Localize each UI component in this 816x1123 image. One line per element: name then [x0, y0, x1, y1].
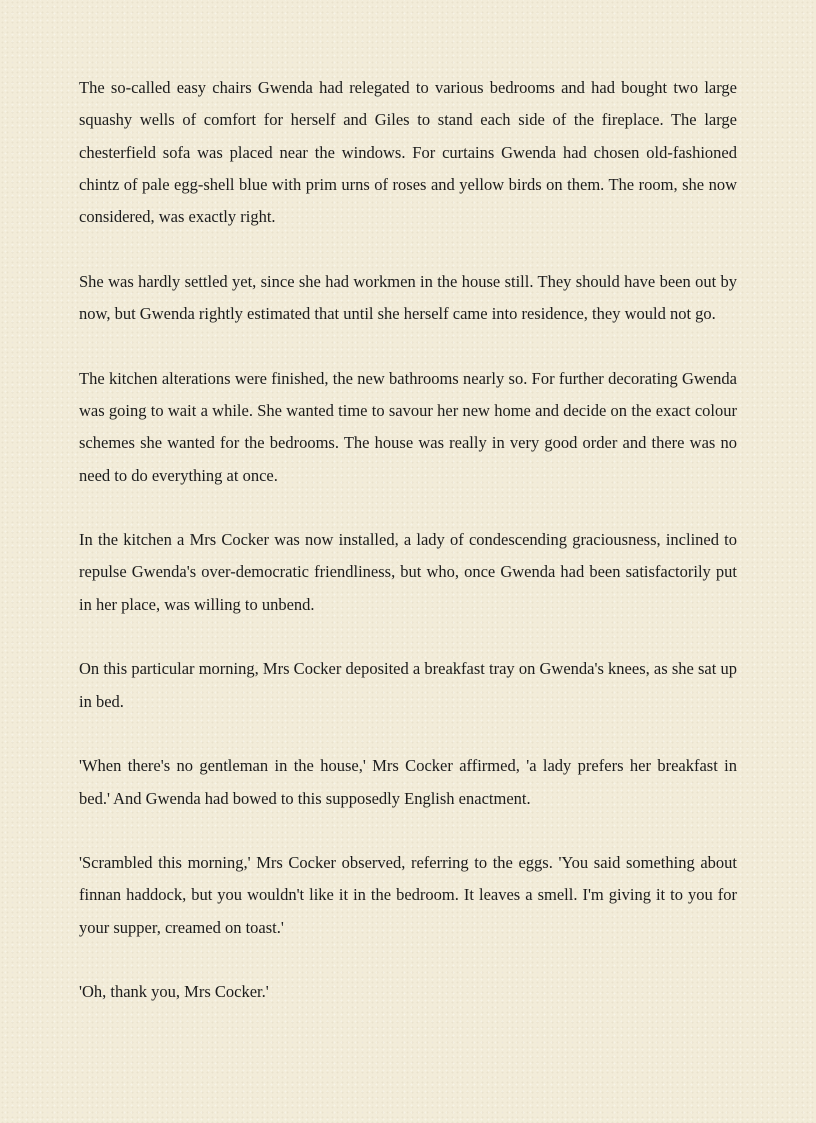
paragraph-2: She was hardly settled yet, since she had workmen in the house still. They should have been out by now, but Gwenda rightly estimated that until she herself came into residence, they would not go.	[79, 271, 737, 324]
paragraph-5: On this particular morning, Mrs Cocker deposited a breakfast tray on Gwenda's knees, as she sat up in bed.	[79, 659, 737, 711]
paragraph-1: The so-called easy chairs Gwenda had relegated to various bedrooms and had bought two large squashy wells of comfort for herself and Giles to stand each side of the fireplace. The large chesterfield sofa was placed near the windows. For curtains Gwenda had chosen old-fashioned chintz of pale egg-shell blue with prim urns of roses and yellow birds on them. The room, she now considered, was exactly right.	[79, 78, 737, 227]
paragraph-3: The kitchen alterations were finished, the new bathrooms nearly so. For further decorating Gwenda was going to wait a while. She wanted time to savour her new home and decide on the exact colour schemes she wanted for the bedrooms. The house was really in very good order and there was no need to do everything at once.	[79, 368, 737, 485]
paragraph-8: 'Oh, thank you, Mrs Cocker.'	[79, 982, 269, 1002]
document-page	[79, 72, 737, 1009]
paragraph-6: 'When there's no gentleman in the house,' Mrs Cocker affirmed, 'a lady prefers her breakfast in bed.' And Gwenda had bowed to this supposedly English enactment.	[79, 756, 737, 808]
paragraph-7: 'Scrambled this morning,' Mrs Cocker observed, referring to the eggs. 'You said something about finnan haddock, but you wouldn't like it in the bedroom. It leaves a smell. I'm giving it to you for your supper, creamed on toast.'	[79, 853, 737, 937]
paragraph-4: In the kitchen a Mrs Cocker was now installed, a lady of condescending graciousness, inclined to repulse Gwenda's over-democratic friendliness, but who, once Gwenda had been satisfactorily put in her place, was willing to unbend.	[79, 530, 737, 614]
